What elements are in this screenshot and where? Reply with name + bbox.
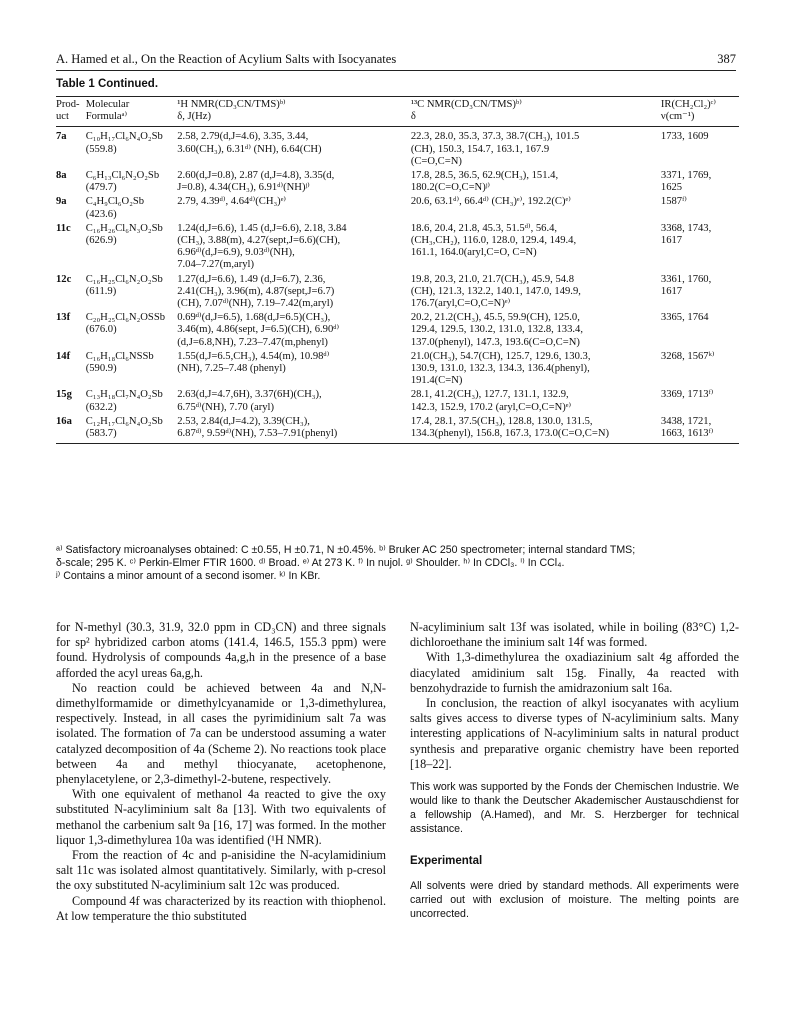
body-paragraph: for N-methyl (30.3, 31.9, 32.0 ppm in CD₃CN) and three signals for sp² hybridized carbon atoms (141.4, 146.5, 155.3 ppm) were found. Hydrolysis of compounds 4a,g,h in the presence of a base afforded the acyl ureas 6a,g,h. xyxy=(56,620,386,680)
column-header-c-nmr: ¹³C NMR(CD₃CN/TMS)ᵇ⁾ δ xyxy=(405,97,655,127)
cell-line: 12c xyxy=(56,273,72,285)
product-id xyxy=(56,349,86,388)
molecular-formula xyxy=(86,127,177,168)
ir-values xyxy=(655,272,739,311)
cell-line: 19.8, 20.3, 21.0, 21.7(CH₃), 45.9, 54.8 xyxy=(410,273,574,285)
product-id xyxy=(56,194,86,220)
cell-line: 9a xyxy=(56,196,67,208)
molecular-formula xyxy=(86,349,177,388)
cell-line: 3368, 1743, xyxy=(660,222,712,234)
table-caption: Table 1 Continued. xyxy=(56,78,159,90)
product-id xyxy=(56,387,86,413)
c-nmr-values xyxy=(405,310,655,349)
cell-line: C₆H₁₃Cl₆N₂O₂Sb xyxy=(85,170,160,182)
table-row xyxy=(56,221,739,272)
cell-line: 6.87ᵈ⁾, 9.59ᵈ⁾(NH), 7.53–7.91(phenyl) xyxy=(177,428,338,440)
cell-line: 2.60(d,J=0.8), 2.87 (d,J=4.8), 3.35(d, xyxy=(177,170,335,182)
body-paragraph: N-acyliminium salt 13f was isolated, while in boiling (83°C) 1,2-dichloroethane the iminium salt 14f was formed. xyxy=(410,620,739,650)
ir-values xyxy=(655,310,739,349)
cell-line: (583.7) xyxy=(85,428,117,440)
body-paragraph: With one equivalent of methanol 4a reacted to give the oxy substituted N-acyliminium salt 8a [13]. With two equivalents of methanol the carbenium salt 9a [16, 17] was formed. In the mother liquor 1,3-dimethylurea 10a was identified (¹H NMR). xyxy=(56,787,386,847)
cell-line: 22.3, 28.0, 35.3, 37.3, 38.7(CH₃), 101.5 xyxy=(410,131,580,143)
cell-line: 7a xyxy=(56,131,67,143)
cell-line: 3438, 1721, xyxy=(660,415,712,427)
cell-line: 0.69ᵈ⁾(d,J=6.5), 1.68(d,J=6.5)(CH₃), xyxy=(177,312,331,324)
cell-line: 18.6, 20.4, 21.8, 45.3, 51.5ᵈ⁾, 56.4, xyxy=(410,222,558,234)
molecular-formula xyxy=(86,194,177,220)
c-nmr-values xyxy=(405,127,655,168)
cell-line: 1663, 1613ᶠ⁾ xyxy=(660,428,714,440)
table-row xyxy=(56,349,739,388)
product-id xyxy=(56,168,86,194)
cell-line: 2.53, 2.84(d,J=4.2), 3.39(CH₃), xyxy=(177,415,310,427)
molecular-formula xyxy=(86,221,177,272)
cell-line: 2.79, 4.39ᵈ⁾, 4.64ᵈ⁾(CH₃)ᵉ⁾ xyxy=(177,196,287,208)
molecular-formula xyxy=(86,310,177,349)
experimental-text: All solvents were dried by standard methods. All experiments were carried out with exclusion of moisture. The melting points are uncorrected. xyxy=(410,880,739,921)
body-column-left xyxy=(56,620,386,924)
c-nmr-values xyxy=(405,168,655,194)
cell-line: 3.60(CH₃), 6.31ᵈ⁾ (NH), 6.64(CH) xyxy=(177,143,322,155)
cell-line: 1617 xyxy=(660,235,683,247)
cell-line: 1587ᶠ⁾ xyxy=(660,196,687,208)
running-header xyxy=(56,50,736,71)
molecular-formula xyxy=(86,272,177,311)
column-header-product: Prod- uct xyxy=(56,97,86,127)
c-nmr-values xyxy=(405,387,655,413)
cell-line: (626.9) xyxy=(85,235,117,247)
body-paragraph: From the reaction of 4c and p-anisidine the N-acylamidinium salt 11c was isolated almost quantitatively. Similarly, with p-cresol the oxy substituted N-acyliminium salt 12c was produced. xyxy=(56,848,386,893)
cell-line: J=0.8), 4.34(CH₃), 6.91ᵈ⁾(NH)ʲ⁾ xyxy=(177,182,310,194)
cell-line: (C=O,C=N) xyxy=(410,155,462,167)
table-row xyxy=(56,310,739,349)
cell-line: 6.75ᵈ⁾(NH), 7.70 (aryl) xyxy=(177,401,275,413)
cell-line: 14f xyxy=(56,350,71,362)
cell-line: 11c xyxy=(56,222,71,234)
cell-line: 1.55(d,J=6.5,CH₃), 4.54(m), 10.98ᵈ⁾ xyxy=(177,350,330,362)
cell-line: C₁₆H₂₅Cl₆N₂O₂Sb xyxy=(85,273,163,285)
cell-line: (632.2) xyxy=(85,401,117,413)
cell-line: 21.0(CH₃), 54.7(CH), 125.7, 129.6, 130.3, xyxy=(410,350,591,362)
body-column-right xyxy=(410,620,739,921)
molecular-formula xyxy=(86,387,177,413)
cell-line: 2.58, 2.79(d,J=4.6), 3.35, 3.44, xyxy=(177,131,309,143)
cell-line: (CH₃,CH₂), 116.0, 128.0, 129.4, 149.4, xyxy=(410,235,577,247)
cell-line: 3361, 1760, xyxy=(660,273,712,285)
cell-line: C₁₃H₁₈Cl₇N₄O₂Sb xyxy=(85,389,163,401)
cell-line: 1733, 1609 xyxy=(660,131,709,143)
page-number: 387 xyxy=(717,52,736,66)
footnote-line: δ-scale; 295 K. ᶜ⁾ Perkin-Elmer FTIR 1600. ᵈ⁾ Broad. ᵉ⁾ At 273 K. ᶠ⁾ In nujol. ᵍ⁾ Shoulder. ʰ⁾ In CDCl₃. ⁱ⁾ In CCl₄. xyxy=(56,557,565,569)
cell-line: (CH), 121.3, 132.2, 140.1, 147.0, 149.9, xyxy=(410,285,581,297)
ir-values xyxy=(655,414,739,444)
ir-values xyxy=(655,194,739,220)
cell-line: (423.6) xyxy=(85,208,117,220)
cell-line: 1.27(d,J=6.6), 1.49 (d,J=6.7), 2.36, xyxy=(177,273,326,285)
cell-line: (d,J=6.8,NH), 7.23–7.47(m,phenyl) xyxy=(177,336,328,348)
product-id xyxy=(56,221,86,272)
cell-line: C₁₀H₁₇Cl₆N₄O₂Sb xyxy=(85,131,163,143)
cell-line: 6.96ᵈ⁾(d,J=6.9), 9.03ᵈ⁾(NH), xyxy=(177,247,295,259)
h-nmr-values xyxy=(177,194,405,220)
cell-line: 3369, 1713ᶠ⁾ xyxy=(660,389,714,401)
product-id xyxy=(56,414,86,444)
footnote-line: ᵃ⁾ Satisfactory microanalyses obtained: C ±0.55, H ±0.71, N ±0.45%. ᵇ⁾ Bruker AC 250 spectrometer; internal standard TMS; xyxy=(56,544,636,556)
c-nmr-values xyxy=(405,349,655,388)
c-nmr-values xyxy=(405,194,655,220)
molecular-formula xyxy=(86,168,177,194)
cell-line: 191.4(C=N) xyxy=(410,375,463,387)
cell-line: C₁₆H₂₆Cl₆N₃O₂Sb xyxy=(85,222,163,234)
h-nmr-values xyxy=(177,221,405,272)
table-row xyxy=(56,272,739,311)
cell-line: (676.0) xyxy=(85,324,117,336)
cell-line: 7.04–7.27(m,aryl) xyxy=(177,259,255,271)
table-header-row xyxy=(56,97,739,127)
cell-line: 2.41(CH₃), 3.96(m), 4.87(sept,J=6.7) xyxy=(177,285,335,297)
h-nmr-values xyxy=(177,127,405,168)
h-nmr-values xyxy=(177,168,405,194)
acknowledgement: This work was supported by the Fonds der Chemischen Industrie. We would like to thank the Deutscher Akademischer Austauschdienst for a fellowship (A.Hamed), and Mr. S. Herzberger for technical assistance. xyxy=(410,781,739,836)
cell-line: (479.7) xyxy=(85,182,117,194)
product-id xyxy=(56,272,86,311)
molecular-formula xyxy=(86,414,177,444)
cell-line: 20.6, 63.1ᵈ⁾, 66.4ᵈ⁾ (CH₃)ᵉ⁾, 192.2(C)ᵉ⁾ xyxy=(410,196,571,208)
cell-line: 3365, 1764 xyxy=(660,312,709,324)
cell-line: (CH), 7.07ᵈ⁾(NH), 7.19–7.42(m,aryl) xyxy=(177,298,334,310)
cell-line: 15g xyxy=(56,389,72,401)
body-paragraph: No reaction could be achieved between 4a and N,N-dimethylformamide or dimethylcyanamide or 1,3-dimethylurea, respectively. Instead, in all cases the pyrimidinium salt 7a was isolated. The formation of 7a can be understood assuming a water catalyzed decomposition of 4a (Scheme 2). No reactions took place between 4a and methyl thiocyanate, acetophenone, phenylacetylene, or 2,3-dimethyl-2-butene, respectively. xyxy=(56,680,386,787)
cell-line: (559.8) xyxy=(85,143,117,155)
table-row xyxy=(56,387,739,413)
body-paragraph: With 1,3-dimethylurea the oxadiazinium salt 4g afforded the diacylated amidinium salt 15g. Finally, 4a reacted with benzohydrazide to furnish the amidrazonium salt 16a. xyxy=(410,650,739,695)
ir-values xyxy=(655,127,739,168)
cell-line: (611.9) xyxy=(85,285,117,297)
cell-line: 1625 xyxy=(660,182,683,194)
ir-values xyxy=(655,387,739,413)
table-row xyxy=(56,414,739,444)
product-id xyxy=(56,310,86,349)
c-nmr-values xyxy=(405,414,655,444)
cell-line: 28.1, 41.2(CH₃), 127.7, 131.1, 132.9, xyxy=(410,389,569,401)
running-title: A. Hamed et al., On the Reaction of Acylium Salts with Isocyanates xyxy=(56,52,397,66)
cell-line: (NH), 7.25–7.48 (phenyl) xyxy=(177,363,286,375)
body-paragraph: Compound 4f was characterized by its reaction with thiophenol. At low temperature the thio substituted xyxy=(56,893,386,923)
ir-values xyxy=(655,168,739,194)
cell-line: (590.9) xyxy=(85,363,117,375)
cell-line: 134.3(phenyl), 156.8, 167.3, 173.0(C=O,C=N) xyxy=(410,428,610,440)
cell-line: 176.7(aryl,C=O,C=N)ᵉ⁾ xyxy=(410,298,511,310)
nmr-data-table xyxy=(56,96,739,444)
h-nmr-values xyxy=(177,272,405,311)
cell-line: C₁₂H₁₇Cl₆N₄O₂Sb xyxy=(85,415,163,427)
cell-line: 13f xyxy=(56,312,71,324)
cell-line: 8a xyxy=(56,170,67,182)
cell-line: 142.3, 152.9, 170.2 (aryl,C=O,C=N)ᵉ⁾ xyxy=(410,401,572,413)
cell-line: 3371, 1769, xyxy=(660,170,712,182)
cell-line: 130.9, 131.0, 132.3, 134.3, 136.4(phenyl), xyxy=(410,363,590,375)
c-nmr-values xyxy=(405,272,655,311)
h-nmr-values xyxy=(177,387,405,413)
h-nmr-values xyxy=(177,310,405,349)
cell-line: 161.1, 164.0(aryl,C=O, C=N) xyxy=(410,247,537,259)
column-header-h-nmr: ¹H NMR(CD₃CN/TMS)ᵇ⁾ δ, J(Hz) xyxy=(177,97,405,127)
cell-line: C₂₀H₂₅Cl₆N₂OSSb xyxy=(85,312,166,324)
cell-line: (CH), 150.3, 154.7, 163.1, 167.9 xyxy=(410,143,550,155)
cell-line: 180.2(C=O,C=N)ʲ⁾ xyxy=(410,182,490,194)
cell-line: 137.0(phenyl), 147.3, 193.6(C=O,C=N) xyxy=(410,336,580,348)
table-row xyxy=(56,127,739,168)
ir-values xyxy=(655,221,739,272)
cell-line: 1.24(d,J=6.6), 1.45 (d,J=6.6), 2.18, 3.84 xyxy=(177,222,347,234)
table-row xyxy=(56,194,739,220)
c-nmr-values xyxy=(405,221,655,272)
cell-line: 20.2, 21.2(CH₃), 45.5, 59.9(CH), 125.0, xyxy=(410,312,580,324)
section-heading-experimental: Experimental xyxy=(410,855,483,868)
cell-line: 129.4, 129.5, 130.2, 131.0, 132.8, 133.4, xyxy=(410,324,583,336)
cell-line: 2.63(d,J=4.7,6H), 3.37(6H)(CH₃), xyxy=(177,389,322,401)
table-footnotes xyxy=(56,544,739,583)
ir-values xyxy=(655,349,739,388)
h-nmr-values xyxy=(177,349,405,388)
cell-line: (CH₃), 3.88(m), 4.27(sept,J=6.6)(CH), xyxy=(177,235,341,247)
cell-line: C₄H₉Cl₆O₂Sb xyxy=(85,196,145,208)
product-id xyxy=(56,127,86,168)
body-paragraph: In conclusion, the reaction of alkyl isocyanates with acylium salts gives access to diverse types of N-acyliminium salts. Many interesting applications of N-acyliminium salts in natural product synthesis and preparative organic chemistry have been reported [18–22]. xyxy=(410,696,739,771)
h-nmr-values xyxy=(177,414,405,444)
cell-line: 3268, 1567ᵏ⁾ xyxy=(660,350,715,362)
cell-line: 17.8, 28.5, 36.5, 62.9(CH₃), 151.4, xyxy=(410,170,559,182)
cell-line: 1617 xyxy=(660,285,683,297)
column-header-ir: IR(CH₂Cl₂)ᶜ⁾ ν(cm⁻¹) xyxy=(655,97,739,127)
cell-line: 17.4, 28.1, 37.5(CH₃), 128.8, 130.0, 131.5, xyxy=(410,415,593,427)
cell-line: C₁₆H₁₈Cl₆NSSb xyxy=(85,350,154,362)
cell-line: 16a xyxy=(56,415,72,427)
table-row xyxy=(56,168,739,194)
column-header-formula: Molecular Formulaᵃ⁾ xyxy=(86,97,177,127)
footnote-line: ʲ⁾ Contains a minor amount of a second isomer. ᵏ⁾ In KBr. xyxy=(56,570,321,582)
table-body xyxy=(56,127,739,444)
cell-line: 3.46(m), 4.86(sept, J=6.5)(CH), 6.90ᵈ⁾ xyxy=(177,324,340,336)
